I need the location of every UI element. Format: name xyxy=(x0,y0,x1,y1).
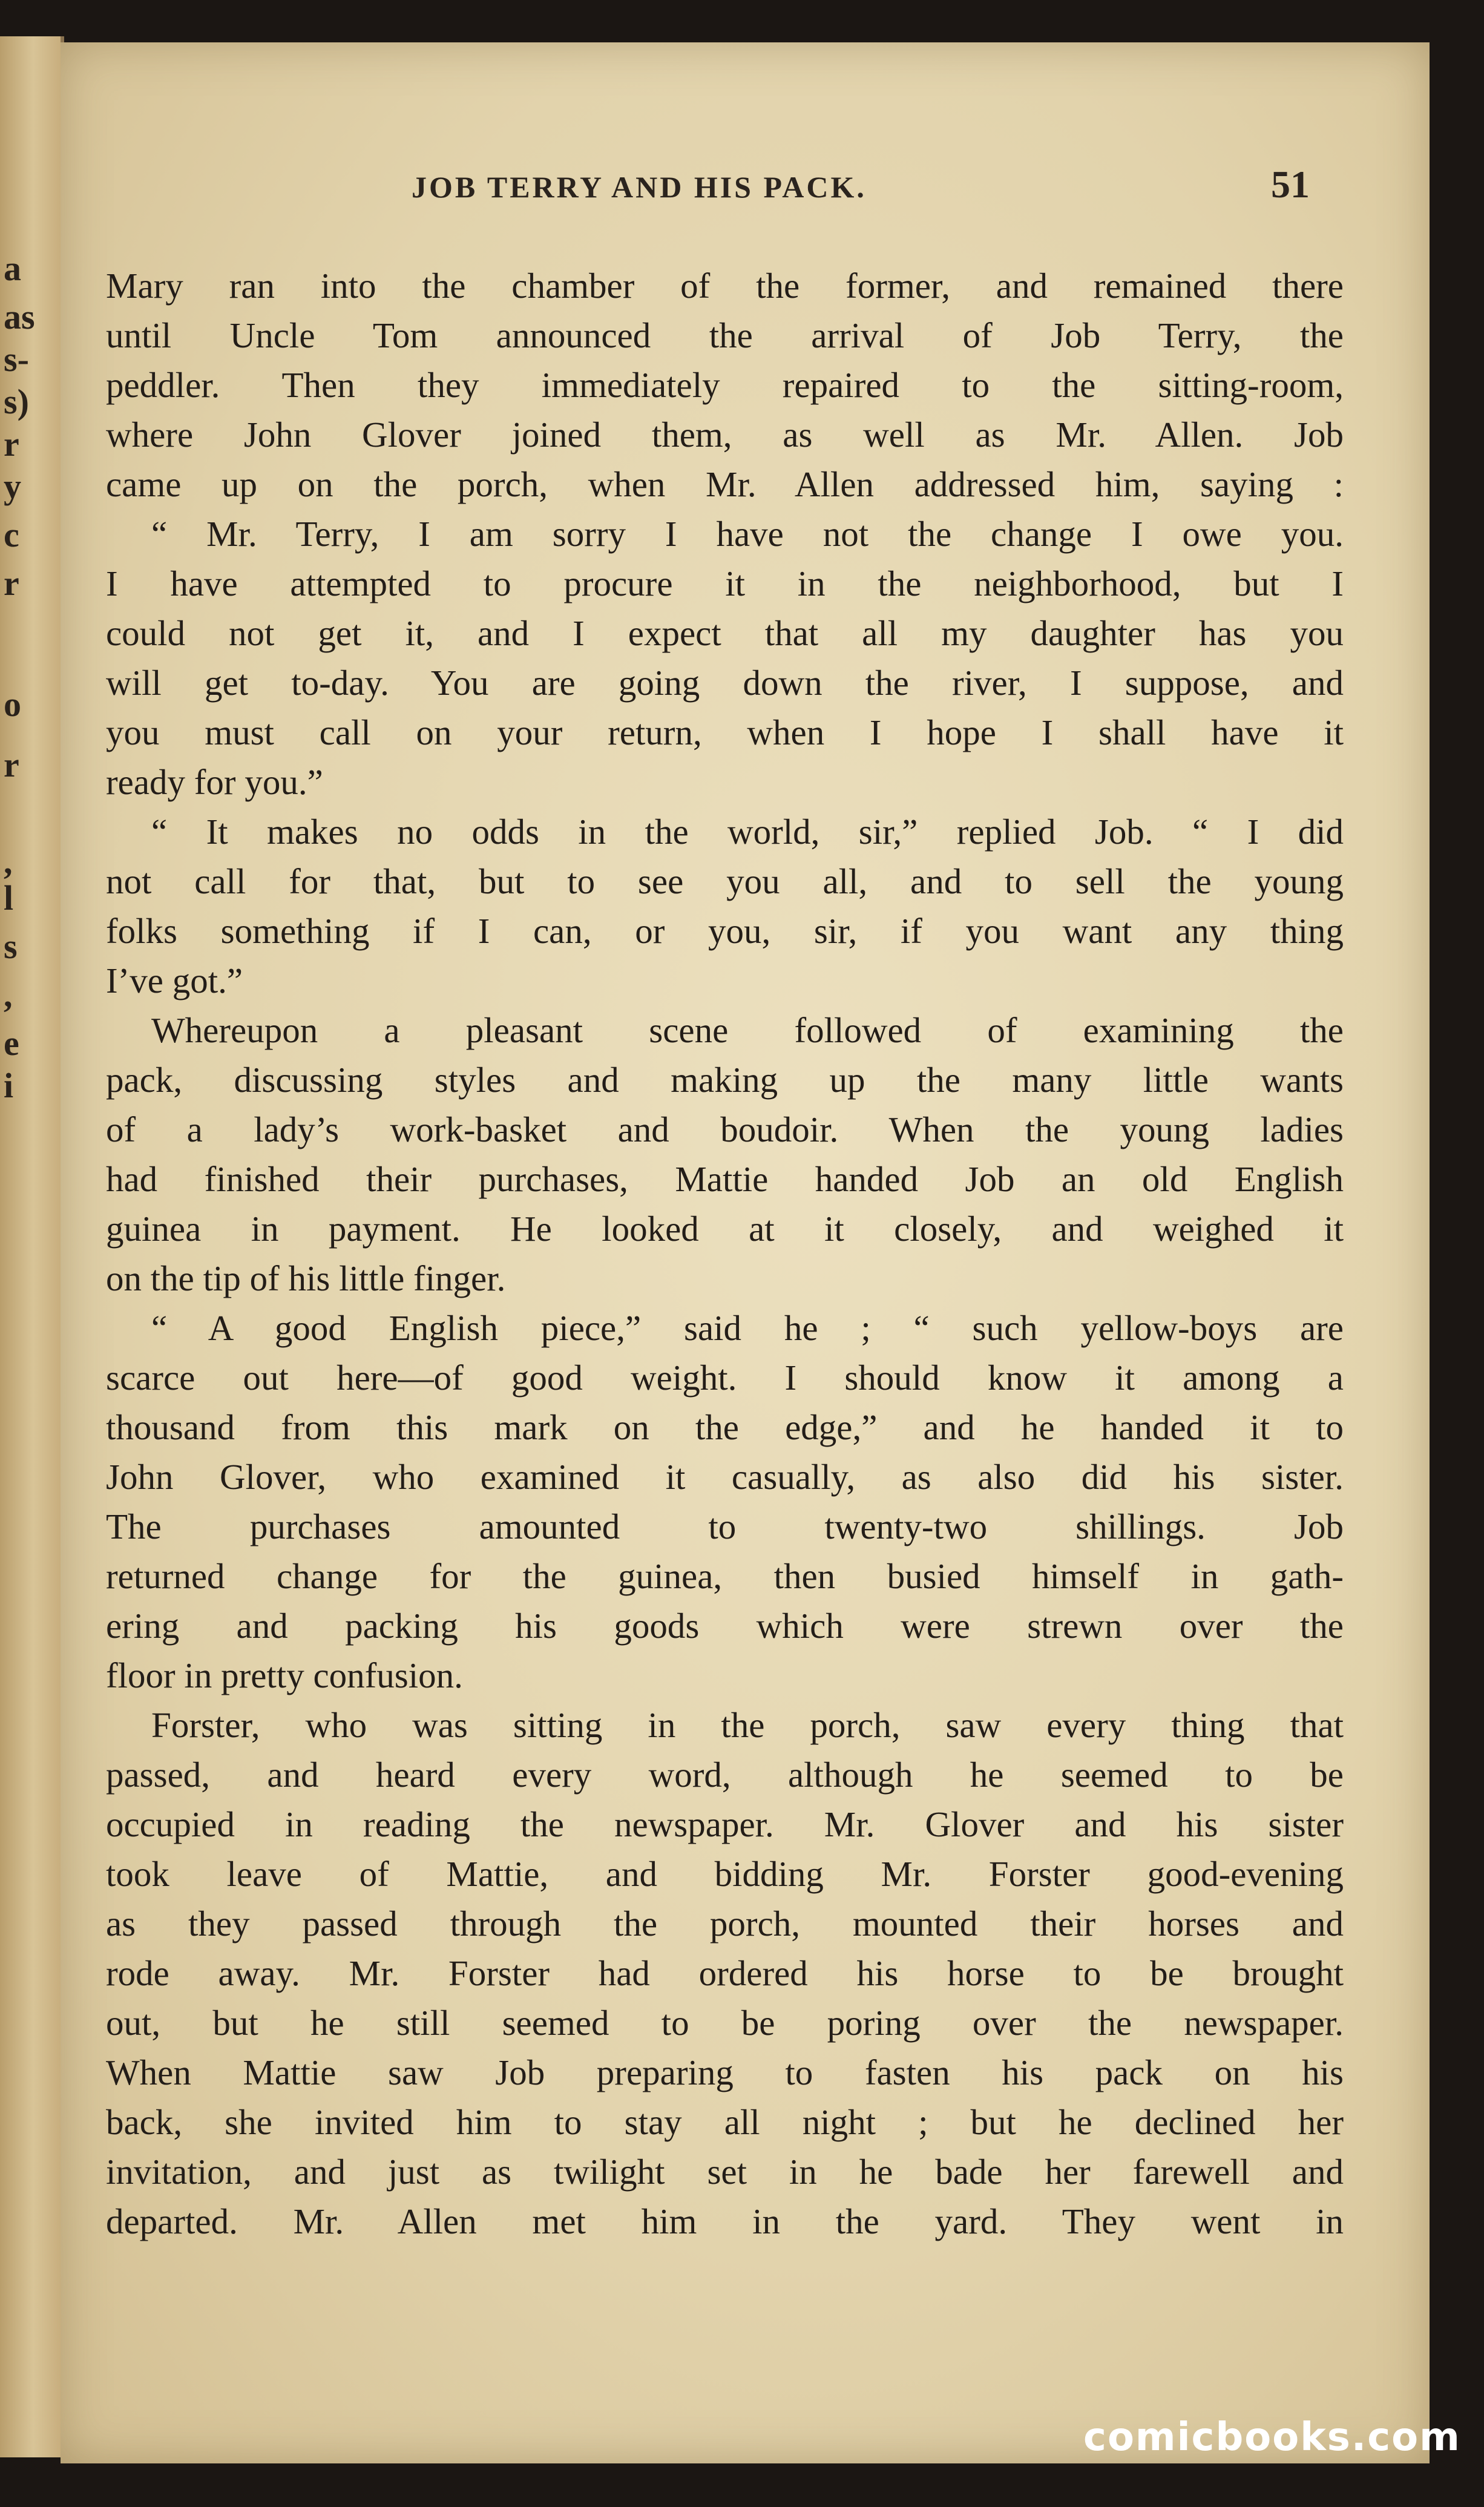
text-line: where John Glover joined them, as well as Mr. Allen. Job xyxy=(106,415,1344,455)
text-line: “ A good English piece,” said he ; “ such yellow-boys are xyxy=(151,1308,1344,1348)
previous-page-character: s) xyxy=(4,382,29,421)
text-line: pack, discussing styles and making up the many little wants xyxy=(106,1060,1344,1100)
text-line: scarce out here—of good weight. I should know it among a xyxy=(106,1358,1344,1398)
text-line: John Glover, who examined it casually, as also did his sister. xyxy=(106,1457,1344,1497)
previous-page-character: y xyxy=(4,467,21,506)
text-line: of a lady’s work-basket and boudoir. When the young ladies xyxy=(106,1109,1344,1149)
previous-page-character: as xyxy=(4,297,35,337)
body-text xyxy=(106,261,1344,2246)
text-line: ering and packing his goods which were strewn over the xyxy=(106,1606,1344,1646)
text-line: on the tip of his little finger. xyxy=(106,1258,506,1298)
previous-page-edge xyxy=(0,36,64,2457)
text-line: came up on the porch, when Mr. Allen addressed him, saying : xyxy=(106,464,1344,504)
previous-page-character: , xyxy=(4,975,13,1014)
previous-page-character: r xyxy=(4,564,19,603)
text-line: Mary ran into the chamber of the former, and remained there xyxy=(106,266,1344,306)
text-line: When Mattie saw Job preparing to fasten his pack on his xyxy=(106,2052,1344,2092)
previous-page-character: e xyxy=(4,1024,19,1063)
text-line: ready for you.” xyxy=(106,762,323,802)
text-line: invitation, and just as twilight set in he bade her farewell and xyxy=(106,2152,1344,2192)
text-line: will get to-day. You are going down the river, I suppose, and xyxy=(106,663,1344,703)
text-line: not call for that, but to see you all, and to sell the young xyxy=(106,861,1344,901)
text-line: you must call on your return, when I hope I shall have it xyxy=(106,712,1344,752)
previous-page-character: r xyxy=(4,745,19,784)
text-line: “ Mr. Terry, I am sorry I have not the change I owe you. xyxy=(151,514,1344,554)
text-line: back, she invited him to stay all night ; but he declined her xyxy=(106,2102,1344,2142)
text-line: I have attempted to procure it in the neighborhood, but I xyxy=(106,564,1344,603)
previous-page-character: o xyxy=(4,685,21,724)
text-line: could not get it, and I expect that all my daughter has you xyxy=(106,613,1344,653)
text-line: The purchases amounted to twenty-two shillings. Job xyxy=(106,1506,1344,1546)
text-line: “ It makes no odds in the world, sir,” replied Job. “ I did xyxy=(151,812,1344,852)
text-line: rode away. Mr. Forster had ordered his horse to be brought xyxy=(106,1953,1344,1993)
text-line: folks something if I can, or you, sir, if you want any thing xyxy=(106,911,1344,951)
text-line: departed. Mr. Allen met him in the yard. They went in xyxy=(106,2201,1344,2241)
text-line: until Uncle Tom announced the arrival of Job Terry, the xyxy=(106,315,1344,355)
text-line: floor in pretty confusion. xyxy=(106,1655,463,1695)
previous-page-character: , xyxy=(4,842,13,881)
page-number: 51 xyxy=(1271,163,1310,206)
previous-page-character: r xyxy=(4,424,19,464)
site-watermark: comicbooks.com xyxy=(1083,2415,1461,2460)
text-line: Forster, who was sitting in the porch, saw every thing that xyxy=(151,1705,1344,1745)
previous-page-character: i xyxy=(4,1066,14,1105)
previous-page-character: a xyxy=(4,249,21,288)
text-line: passed, and heard every word, although he seemed to be xyxy=(106,1755,1344,1795)
text-line: Whereupon a pleasant scene followed of examining the xyxy=(151,1010,1344,1050)
text-line: I’ve got.” xyxy=(106,961,243,1000)
previous-page-character: s- xyxy=(4,340,29,379)
running-head: JOB TERRY AND HIS PACK. xyxy=(412,170,867,204)
text-line: returned change for the guinea, then busied himself in gath- xyxy=(106,1556,1344,1596)
previous-page-character: s xyxy=(4,927,18,966)
text-line: took leave of Mattie, and bidding Mr. Forster good-evening xyxy=(106,1854,1344,1894)
book-page xyxy=(61,42,1430,2463)
text-line: as they passed through the porch, mounted their horses and xyxy=(106,1904,1344,1944)
text-line: had finished their purchases, Mattie handed Job an old English xyxy=(106,1159,1344,1199)
text-line: thousand from this mark on the edge,” and he handed it to xyxy=(106,1407,1344,1447)
text-line: occupied in reading the newspaper. Mr. Glover and his sister xyxy=(106,1804,1344,1844)
text-line: guinea in payment. He looked at it closely, and weighed it xyxy=(106,1209,1344,1249)
previous-page-character: c xyxy=(4,515,19,554)
previous-page-character: l xyxy=(4,878,14,918)
text-line: peddler. Then they immediately repaired to the sitting-room, xyxy=(106,365,1344,405)
text-line: out, but he still seemed to be poring over the newspaper. xyxy=(106,2003,1344,2043)
